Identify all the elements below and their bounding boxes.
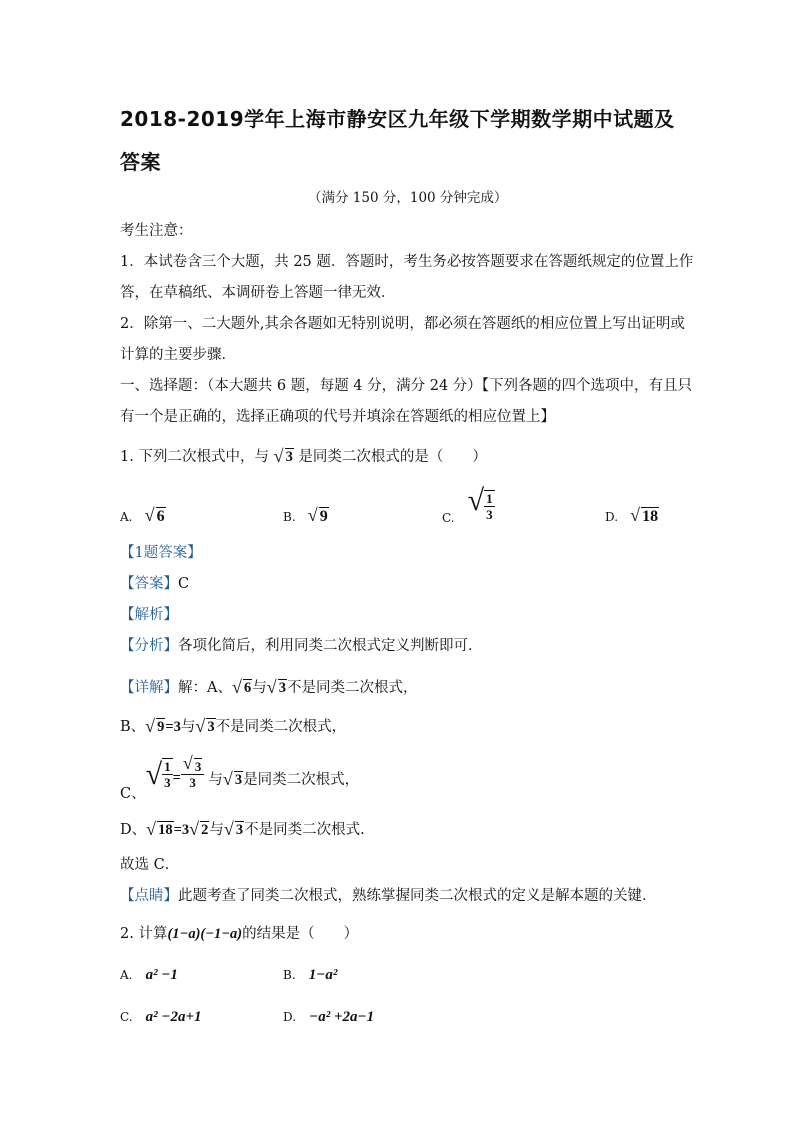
option-c-fraction <box>484 490 495 522</box>
detail-b-line <box>120 715 346 736</box>
q1-answer <box>120 572 189 593</box>
detail-a-prefix: 解：A、 <box>178 680 232 696</box>
sqrt2 <box>190 822 209 839</box>
sqrt3 <box>268 680 287 697</box>
option-label: B. <box>283 510 296 524</box>
option-label: C. <box>442 511 455 525</box>
q2-stem-end: 的结果是（ ） <box>242 926 359 942</box>
conclusion-text: 不是同类二次根式， <box>215 719 347 735</box>
option-b-expr: 1−a² <box>308 967 338 983</box>
q2-option-d <box>283 1006 374 1026</box>
q2-option-c <box>120 1006 202 1026</box>
q1-option-c <box>442 484 495 525</box>
fenxi-label: 【分析】 <box>120 638 178 654</box>
numerator: 1 <box>486 490 493 506</box>
q2-stem <box>120 922 358 943</box>
dianjing-text: 此题考查了同类二次根式，熟练掌握同类二次根式的定义是解本题的关键． <box>178 888 657 904</box>
option-b-expr <box>309 508 329 526</box>
option-a-expr: a² −1 <box>145 967 178 983</box>
conclusion-line: 故选 C． <box>120 857 180 873</box>
sqrt3 <box>184 759 203 774</box>
sqrt-symbol: √ <box>467 484 485 517</box>
answer-label: 【答案】 <box>120 576 178 592</box>
radicand: 2 <box>201 822 209 838</box>
q1-option-d <box>605 506 659 526</box>
radicand: 3 <box>207 719 215 735</box>
radicand: 9 <box>157 719 165 735</box>
sqrt18 <box>147 822 174 839</box>
sqrt3-expr <box>275 449 294 466</box>
sqrt6 <box>233 680 252 697</box>
yu-text: 与 <box>209 822 224 838</box>
numerator: 1 <box>164 759 171 774</box>
yu-text: 与 <box>180 719 196 735</box>
option-d-expr <box>631 508 659 526</box>
notice-2-line-1: 2．除第一、二大题外,其余各题如无特别说明，都必须在答题纸的相应位置上写出证明或 <box>120 316 685 332</box>
sqrt3 <box>225 822 244 839</box>
conclusion-text: 不是同类二次根式. <box>244 822 365 838</box>
sqrt-symbol: √ <box>145 758 163 791</box>
answer-value: C <box>178 576 190 592</box>
radicand: 3 <box>285 449 293 465</box>
title-line-1: 2018-2019学年上海市静安区九年级下学期数学期中试题及 <box>120 107 675 131</box>
q1-stem-end: 是同类二次根式的是（ ） <box>298 449 487 465</box>
denominator: 3 <box>189 774 196 790</box>
option-c-expr: a² −2a+1 <box>145 1009 202 1025</box>
equals-3: =3 <box>165 719 181 735</box>
radicand: 3 <box>235 822 244 838</box>
option-label: A. <box>120 510 133 524</box>
q1-stem-start: 1. 下列二次根式中，与 <box>120 449 269 465</box>
radicand: 18 <box>158 822 173 838</box>
section-1-line-2: 有一个是正确的，选择正确项的代号并填涂在答题纸的相应位置上】 <box>120 409 555 425</box>
detail-label: 【详解】 <box>120 680 178 696</box>
notice-2-line-2: 计算的主要步骤． <box>120 347 236 363</box>
fenxi-line <box>120 634 483 655</box>
yu-text: 与 <box>208 772 223 788</box>
option-a-expr <box>146 508 166 526</box>
detail-d-prefix: D、 <box>120 822 147 838</box>
option-label: A. <box>120 968 133 982</box>
option-label: C. <box>120 1010 133 1024</box>
section-1-line-1: 一、选择题：（本大题共 6 题，每题 4 分，满分 24 分）【下列各题的四个选项中，有且只 <box>120 378 693 394</box>
denominator: 3 <box>164 775 171 790</box>
q2-option-a <box>120 964 178 984</box>
q1-stem <box>120 445 487 466</box>
option-label: B. <box>283 968 296 982</box>
equals: = <box>172 770 181 786</box>
option-label: D. <box>283 1010 297 1024</box>
radicand: 3 <box>278 680 286 696</box>
q1-option-a <box>120 506 166 526</box>
detail-a-line <box>120 676 417 697</box>
fraction-sqrt3-3 <box>181 759 205 790</box>
detail-c-line <box>120 752 360 802</box>
analysis-head: 【解析】 <box>120 607 178 623</box>
radicand: 6 <box>243 680 252 696</box>
option-label: D. <box>605 510 619 524</box>
sqrt9 <box>146 719 165 736</box>
detail-d-line <box>120 818 365 839</box>
radicand: 9 <box>319 508 328 525</box>
sqrt3 <box>196 719 215 736</box>
sqrt3 <box>224 772 243 789</box>
title-line-2: 答案 <box>120 150 161 174</box>
q1-answer-head: 【1题答案】 <box>120 545 202 561</box>
q2-stem-start: 2. 计算 <box>120 926 168 942</box>
conclusion-text: 是同类二次根式， <box>243 772 360 788</box>
q2-option-b <box>283 964 337 984</box>
radicand: 3 <box>194 758 202 774</box>
notice-1-line-2: 答，在草稿纸、本调研卷上答题一律无效． <box>120 285 396 301</box>
radicand: 18 <box>642 508 659 525</box>
dianjing-line <box>120 884 657 905</box>
fraction-1-3 <box>162 758 173 790</box>
detail-c-prefix: C、 <box>120 786 146 802</box>
q1-option-b <box>283 506 329 526</box>
detail-b-prefix: B、 <box>120 719 146 735</box>
fenxi-text: 各项化简后，利用同类二次根式定义判断即可． <box>178 638 483 654</box>
radicand: 6 <box>156 508 165 525</box>
option-d-expr: −a² +2a−1 <box>309 1009 375 1025</box>
equals-3: =3 <box>173 822 190 838</box>
dianjing-label: 【点睛】 <box>120 888 178 904</box>
q2-expression: (1−a)(−1−a) <box>167 926 243 942</box>
notice-1-line-1: 1．本试卷含三个大题，共 25 题．答题时，考生务必按答题要求在答题纸规定的位置上作 <box>120 254 694 270</box>
conclusion-text: 不是同类二次根式， <box>286 680 418 696</box>
denominator: 3 <box>486 506 493 522</box>
notice-head: 考生注意： <box>120 223 193 239</box>
subtitle: （满分 150 分，100 分钟完成） <box>308 190 508 206</box>
radicand: 3 <box>234 772 243 788</box>
yu-text: 与 <box>252 680 267 696</box>
